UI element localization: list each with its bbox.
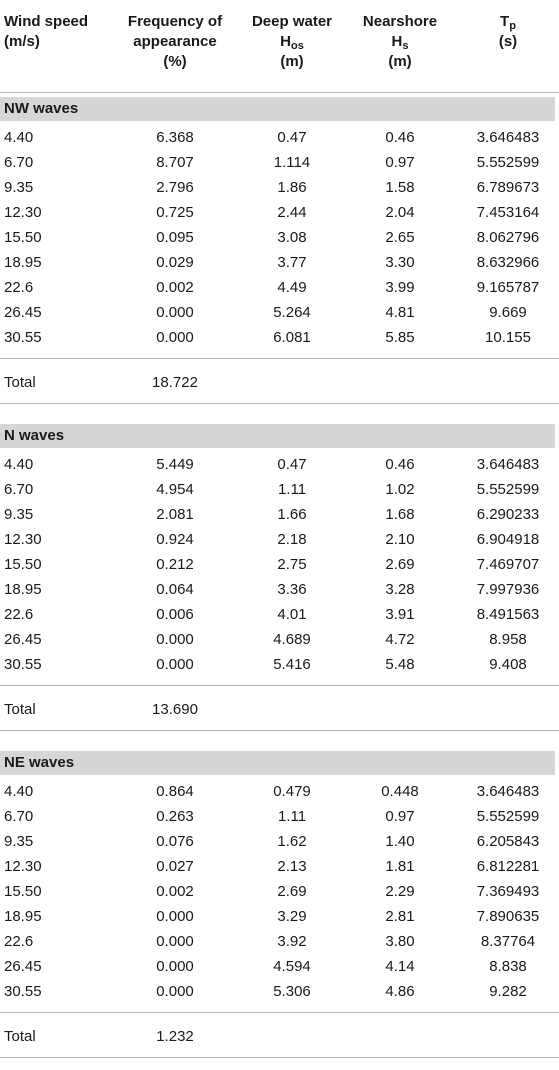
cell-frequency: 0.027 — [156, 858, 194, 875]
table-row — [0, 602, 559, 627]
cell-wind-speed: 4.40 — [4, 129, 34, 146]
cell-nearshore-h: 3.80 — [385, 933, 415, 950]
table-row — [0, 527, 559, 552]
table-row — [0, 275, 559, 300]
header-wind-speed-unit: (m/s) — [4, 33, 40, 50]
cell-wind-speed: 9.35 — [4, 833, 34, 850]
cell-deep-water-h: 3.36 — [277, 581, 307, 598]
table-row — [0, 577, 559, 602]
cell-wind-speed: 26.45 — [4, 631, 42, 648]
total-divider — [0, 358, 559, 359]
cell-nearshore-h: 2.65 — [385, 229, 415, 246]
cell-deep-water-h: 2.75 — [277, 556, 307, 573]
cell-wind-speed: 15.50 — [4, 229, 42, 246]
cell-nearshore-h: 1.68 — [385, 506, 415, 523]
cell-frequency: 0.000 — [156, 304, 194, 321]
cell-wind-speed: 15.50 — [4, 556, 42, 573]
cell-frequency: 0.864 — [156, 783, 194, 800]
header-frequency — [118, 12, 232, 72]
header-nearshore-sub: s — [402, 40, 409, 52]
cell-wind-speed: 30.55 — [4, 329, 42, 346]
cell-tp: 8.491563 — [476, 606, 540, 623]
header-frequency-line1: Frequency of — [127, 13, 223, 30]
cell-tp: 9.165787 — [476, 279, 540, 296]
table-row — [0, 477, 559, 502]
cell-deep-water-h: 4.01 — [277, 606, 307, 623]
header-nearshore-symbol — [350, 32, 450, 52]
table-row — [0, 779, 559, 804]
cell-wind-speed: 22.6 — [4, 606, 34, 623]
header-deep-water-line1: Deep water — [251, 13, 333, 30]
cell-nearshore-h: 2.69 — [385, 556, 415, 573]
cell-wind-speed: 15.50 — [4, 883, 42, 900]
cell-tp: 9.669 — [489, 304, 527, 321]
cell-frequency: 0.006 — [156, 606, 194, 623]
cell-tp: 7.369493 — [476, 883, 540, 900]
cell-wind-speed: 18.95 — [4, 908, 42, 925]
table-row — [0, 200, 559, 225]
table-row — [0, 904, 559, 929]
cell-wind-speed: 26.45 — [4, 304, 42, 321]
header-tp-sub: p — [509, 20, 516, 32]
header-deep-water-sub: os — [291, 40, 304, 52]
total-label: Total — [4, 701, 36, 718]
cell-wind-speed: 12.30 — [4, 858, 42, 875]
cell-nearshore-h: 4.86 — [385, 983, 415, 1000]
cell-nearshore-h: 2.04 — [385, 204, 415, 221]
cell-deep-water-h: 6.081 — [273, 329, 311, 346]
total-row — [0, 370, 559, 395]
cell-wind-speed: 9.35 — [4, 179, 34, 196]
total-row — [0, 1024, 559, 1049]
table-row — [0, 929, 559, 954]
cell-deep-water-h: 1.62 — [277, 833, 307, 850]
cell-wind-speed: 30.55 — [4, 656, 42, 673]
cell-nearshore-h: 3.91 — [385, 606, 415, 623]
cell-nearshore-h: 3.30 — [385, 254, 415, 271]
section-title: N waves — [0, 424, 555, 448]
header-wind-speed-line1: Wind speed — [4, 13, 89, 30]
table-row — [0, 300, 559, 325]
cell-frequency: 0.000 — [156, 908, 194, 925]
cell-frequency: 4.954 — [156, 481, 194, 498]
table-row — [0, 150, 559, 175]
table-row — [0, 452, 559, 477]
cell-nearshore-h: 0.448 — [381, 783, 419, 800]
header-nearshore-line1: Nearshore — [362, 13, 438, 30]
cell-tp: 5.552599 — [476, 808, 540, 825]
cell-frequency: 0.000 — [156, 983, 194, 1000]
cell-frequency: 0.000 — [156, 631, 194, 648]
table-row — [0, 502, 559, 527]
header-nearshore-unit: (m) — [388, 53, 412, 70]
cell-deep-water-h: 1.11 — [277, 481, 307, 498]
total-label: Total — [4, 1028, 36, 1045]
header-tp — [458, 12, 558, 52]
table-row — [0, 125, 559, 150]
cell-wind-speed: 18.95 — [4, 581, 42, 598]
cell-nearshore-h: 2.29 — [385, 883, 415, 900]
header-tp-unit: (s) — [498, 33, 518, 50]
header-deep-water-symbol — [244, 32, 340, 52]
cell-frequency: 0.095 — [156, 229, 194, 246]
cell-frequency: 5.449 — [156, 456, 194, 473]
cell-tp: 9.408 — [489, 656, 527, 673]
cell-tp: 7.997936 — [476, 581, 540, 598]
cell-deep-water-h: 2.69 — [277, 883, 307, 900]
cell-tp: 7.890635 — [476, 908, 540, 925]
total-label: Total — [4, 374, 36, 391]
cell-tp: 3.646483 — [476, 783, 540, 800]
total-divider — [0, 685, 559, 686]
cell-tp: 8.062796 — [476, 229, 540, 246]
cell-deep-water-h: 1.66 — [277, 506, 307, 523]
table-row — [0, 804, 559, 829]
cell-nearshore-h: 3.99 — [385, 279, 415, 296]
table-row — [0, 325, 559, 350]
cell-deep-water-h: 3.29 — [277, 908, 307, 925]
cell-deep-water-h: 5.416 — [273, 656, 311, 673]
cell-deep-water-h: 3.92 — [277, 933, 307, 950]
cell-wind-speed: 30.55 — [4, 983, 42, 1000]
cell-nearshore-h: 4.14 — [385, 958, 415, 975]
cell-nearshore-h: 3.28 — [385, 581, 415, 598]
header-nearshore-h: H — [391, 33, 403, 50]
cell-frequency: 0.064 — [156, 581, 194, 598]
cell-nearshore-h: 1.02 — [385, 481, 415, 498]
cell-nearshore-h: 2.81 — [385, 908, 415, 925]
cell-deep-water-h: 5.306 — [273, 983, 311, 1000]
table-header — [0, 0, 559, 92]
total-value: 13.690 — [152, 701, 198, 718]
cell-tp: 6.205843 — [476, 833, 540, 850]
cell-wind-speed: 18.95 — [4, 254, 42, 271]
table-row — [0, 225, 559, 250]
cell-frequency: 0.000 — [156, 958, 194, 975]
cell-tp: 8.958 — [489, 631, 527, 648]
cell-wind-speed: 22.6 — [4, 279, 34, 296]
cell-frequency: 0.000 — [156, 329, 194, 346]
cell-tp: 8.632966 — [476, 254, 540, 271]
cell-wind-speed: 12.30 — [4, 204, 42, 221]
cell-nearshore-h: 1.81 — [385, 858, 415, 875]
cell-frequency: 0.000 — [156, 933, 194, 950]
header-frequency-unit: (%) — [163, 53, 187, 70]
cell-nearshore-h: 2.10 — [385, 531, 415, 548]
cell-wind-speed: 12.30 — [4, 531, 42, 548]
cell-nearshore-h: 0.97 — [385, 154, 415, 171]
cell-frequency: 6.368 — [156, 129, 194, 146]
header-nearshore — [350, 12, 450, 72]
cell-tp: 5.552599 — [476, 154, 540, 171]
table-row — [0, 854, 559, 879]
cell-deep-water-h: 1.114 — [273, 154, 311, 171]
cell-deep-water-h: 2.18 — [277, 531, 307, 548]
section-title: NW waves — [0, 97, 555, 121]
cell-wind-speed: 6.70 — [4, 154, 34, 171]
cell-tp: 6.290233 — [476, 506, 540, 523]
cell-tp: 7.453164 — [476, 204, 540, 221]
cell-nearshore-h: 1.58 — [385, 179, 415, 196]
table-row — [0, 829, 559, 854]
cell-nearshore-h: 0.97 — [385, 808, 415, 825]
cell-deep-water-h: 1.86 — [277, 179, 307, 196]
cell-deep-water-h: 2.44 — [277, 204, 307, 221]
table-row — [0, 954, 559, 979]
cell-nearshore-h: 1.40 — [385, 833, 415, 850]
cell-tp: 7.469707 — [476, 556, 540, 573]
header-divider — [0, 92, 559, 93]
cell-nearshore-h: 4.81 — [385, 304, 415, 321]
cell-tp: 3.646483 — [476, 456, 540, 473]
cell-nearshore-h: 4.72 — [385, 631, 415, 648]
cell-nearshore-h: 5.48 — [385, 656, 415, 673]
cell-wind-speed: 9.35 — [4, 506, 34, 523]
cell-tp: 3.646483 — [476, 129, 540, 146]
cell-deep-water-h: 4.49 — [277, 279, 307, 296]
cell-wind-speed: 4.40 — [4, 783, 34, 800]
cell-tp: 6.789673 — [476, 179, 540, 196]
header-deep-water-unit: (m) — [280, 53, 304, 70]
section-bottom-divider — [0, 403, 559, 404]
section-title: NE waves — [0, 751, 555, 775]
table-row — [0, 250, 559, 275]
cell-tp: 8.37764 — [480, 933, 536, 950]
cell-deep-water-h: 1.11 — [277, 808, 307, 825]
cell-nearshore-h: 0.46 — [385, 129, 415, 146]
total-divider — [0, 1012, 559, 1013]
cell-frequency: 0.000 — [156, 656, 194, 673]
table-row — [0, 627, 559, 652]
cell-frequency: 0.725 — [156, 204, 194, 221]
header-deep-water-h: H — [280, 33, 291, 50]
cell-frequency: 0.029 — [156, 254, 194, 271]
cell-tp: 6.904918 — [476, 531, 540, 548]
table-row — [0, 879, 559, 904]
cell-frequency: 0.263 — [156, 808, 194, 825]
cell-wind-speed: 26.45 — [4, 958, 42, 975]
cell-wind-speed: 6.70 — [4, 808, 34, 825]
cell-deep-water-h: 3.08 — [277, 229, 307, 246]
total-row — [0, 697, 559, 722]
table-row — [0, 175, 559, 200]
cell-frequency: 0.076 — [156, 833, 194, 850]
cell-deep-water-h: 0.479 — [273, 783, 311, 800]
section-bottom-divider — [0, 1057, 559, 1058]
cell-deep-water-h: 5.264 — [273, 304, 311, 321]
cell-nearshore-h: 5.85 — [385, 329, 415, 346]
cell-wind-speed: 22.6 — [4, 933, 34, 950]
cell-wind-speed: 4.40 — [4, 456, 34, 473]
cell-deep-water-h: 0.47 — [277, 129, 307, 146]
section-bottom-divider — [0, 730, 559, 731]
cell-wind-speed: 6.70 — [4, 481, 34, 498]
cell-deep-water-h: 2.13 — [277, 858, 307, 875]
cell-frequency: 0.002 — [156, 279, 194, 296]
header-frequency-line2: appearance — [133, 33, 217, 50]
cell-deep-water-h: 4.689 — [273, 631, 311, 648]
cell-deep-water-h: 3.77 — [277, 254, 307, 271]
cell-deep-water-h: 0.47 — [277, 456, 307, 473]
cell-tp: 8.838 — [489, 958, 527, 975]
header-wind-speed — [4, 12, 88, 52]
total-value: 1.232 — [156, 1028, 194, 1045]
cell-tp: 9.282 — [489, 983, 527, 1000]
cell-deep-water-h: 4.594 — [273, 958, 311, 975]
cell-tp: 6.812281 — [476, 858, 540, 875]
cell-frequency: 0.924 — [156, 531, 194, 548]
cell-tp: 5.552599 — [476, 481, 540, 498]
header-tp-t: T — [500, 13, 510, 30]
cell-frequency: 8.707 — [156, 154, 194, 171]
cell-frequency: 2.081 — [156, 506, 194, 523]
table-row — [0, 552, 559, 577]
table-row — [0, 979, 559, 1004]
cell-frequency: 0.002 — [156, 883, 194, 900]
cell-tp: 10.155 — [485, 329, 531, 346]
cell-nearshore-h: 0.46 — [385, 456, 415, 473]
total-value: 18.722 — [152, 374, 198, 391]
cell-frequency: 0.212 — [156, 556, 194, 573]
header-tp-symbol — [458, 12, 558, 32]
header-deep-water — [244, 12, 340, 72]
table-row — [0, 652, 559, 677]
cell-frequency: 2.796 — [156, 179, 194, 196]
